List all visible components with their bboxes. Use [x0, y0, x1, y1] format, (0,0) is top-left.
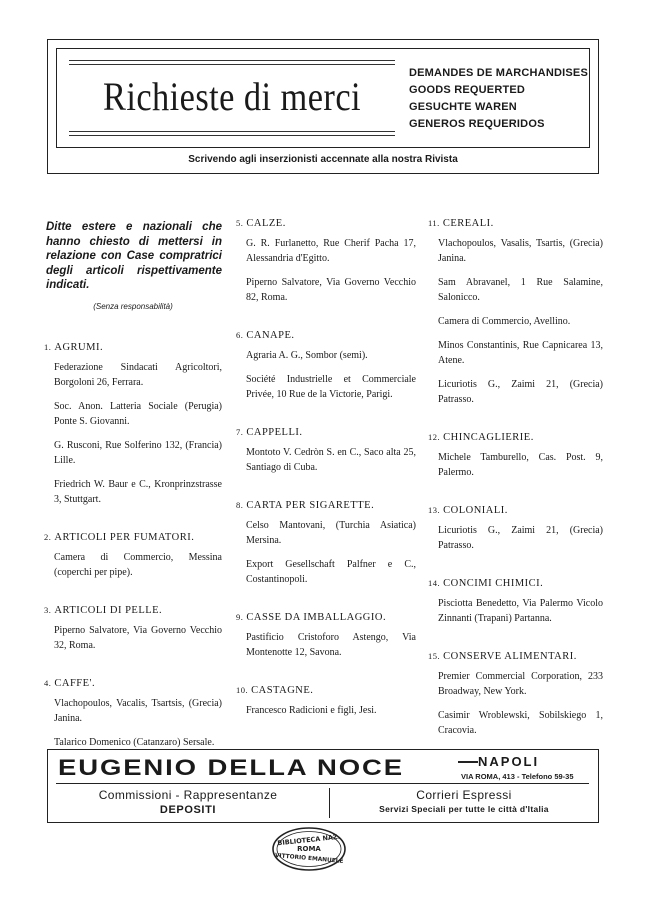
category-heading	[44, 603, 222, 618]
advert-city: NAPOLI	[478, 754, 540, 769]
category-number: 1.	[44, 341, 52, 352]
list-item: Piperno Salvatore, Via Governo Vecchio 82, Roma.	[246, 277, 416, 303]
category-heading	[236, 610, 416, 625]
category-number: 2.	[44, 531, 52, 542]
title-frame	[69, 60, 395, 136]
list-item: Soc. Anon. Latteria Sociale (Perugia) Ponte S. Giovanni.	[54, 400, 222, 427]
category-heading	[428, 430, 603, 445]
list-item: Pisciotta Benedetto, Via Palermo Vicolo Zinnanti (Trapani) Partanna.	[438, 598, 603, 624]
category-number: 5.	[236, 218, 244, 228]
list-item: Montoto V. Cedròn S. en C., Saco alta 25, Santiago di Cuba.	[246, 447, 416, 473]
category-number: 4.	[44, 677, 52, 688]
category-number: 9.	[236, 612, 244, 622]
list-item: Vlachopoulos, Vacalis, Tsartsis, (Grecia) Janina.	[54, 697, 222, 724]
category-name: CANAPE.	[246, 330, 295, 341]
list-item: Talarico Domenico (Catanzaro) Sersale.	[54, 736, 215, 748]
category-heading	[236, 425, 416, 440]
column-3	[428, 216, 603, 738]
category-name: CALZE.	[246, 218, 286, 229]
header-inner-frame	[56, 48, 590, 148]
list-item: Piperno Salvatore, Via Governo Vecchio 32, Roma.	[54, 624, 222, 651]
advert-city-rule	[458, 761, 478, 763]
list-item: Camera di Commercio, Messina (coperchi per pipe).	[54, 551, 222, 578]
header-box	[47, 39, 599, 174]
stamp-line-3: VITTORIO EMANUELE	[274, 853, 344, 865]
category-heading	[44, 676, 222, 691]
category-heading	[428, 216, 603, 231]
advert-services-left: Commissioni - Rappresentanze	[98, 788, 278, 802]
advert-divider	[56, 783, 589, 784]
list-item: Vlachopoulos, Vasalis, Tsartis, (Grecia) Janina.	[438, 238, 603, 264]
library-stamp-icon	[271, 826, 347, 872]
list-item: Agraria A. G., Sombor (semi).	[246, 350, 368, 361]
list-item: Camera di Commercio, Avellino.	[438, 316, 571, 327]
list-item: Celso Mantovani, (Turchia Asiatica) Mersina.	[246, 520, 416, 546]
list-item: Export Gesellschaft Palfner e C., Costantinopoli.	[246, 559, 416, 585]
category-name: CEREALI.	[442, 218, 494, 229]
category-name: AGRUMI.	[54, 341, 104, 353]
category-number: 8.	[236, 500, 244, 510]
category-name: CONSERVE ALIMENTARI.	[443, 651, 577, 662]
category-number: 15.	[428, 651, 441, 661]
list-item: G. Rusconi, Rue Solferino 132, (Francia) Lille.	[54, 439, 222, 466]
advert-depositi: DEPOSITI	[159, 804, 217, 816]
category-name: CHINCAGLIERIE.	[443, 432, 534, 443]
intro-note: (Senza responsabilità)	[93, 301, 173, 311]
list-item: Friedrich W. Baur e C., Kronprinzstrasse 3, Stuttgart.	[54, 478, 222, 505]
category-number: 14.	[428, 578, 441, 588]
advertisement-box	[47, 749, 599, 823]
language-list	[409, 65, 588, 133]
category-heading	[44, 530, 222, 545]
category-number: 13.	[428, 505, 441, 515]
category-name: CASTAGNE.	[251, 685, 314, 696]
advert-services-right: Corrieri Espressi	[416, 788, 512, 802]
category-heading	[236, 498, 416, 513]
category-name: CAPPELLI.	[246, 427, 303, 438]
category-name: CAFFE'.	[54, 677, 96, 689]
stamp-line-1: BIBLIOTECA NAZ.	[277, 832, 341, 848]
list-item: Casimir Wroblewski, Sobilskiego 1, Cracovia.	[438, 710, 603, 736]
category-name: CARTA PER SIGARETTE.	[246, 500, 375, 511]
category-heading	[236, 328, 416, 343]
advert-special-services: Servizi Speciali per tutte le città d'Italia	[379, 804, 549, 814]
library-stamp	[271, 826, 347, 872]
list-item: Premier Commercial Corporation, 233 Broadway, New York.	[438, 671, 603, 697]
list-item: Minos Constantinis, Rue Capnicarea 13, Atene.	[438, 340, 603, 366]
advert-company: EUGENIO DELLA NOCE	[58, 755, 404, 780]
category-heading	[236, 216, 416, 231]
category-heading	[236, 683, 416, 698]
column-2	[236, 216, 416, 718]
language-en: GOODS REQUERTED	[409, 84, 526, 96]
language-fr: DEMANDES DE MARCHANDISES	[409, 67, 588, 79]
advert-address: VIA ROMA, 413 - Telefono 59-35	[461, 772, 574, 781]
category-number: 3.	[44, 604, 52, 615]
category-name: CASSE DA IMBALLAGGIO.	[246, 612, 387, 623]
category-name: ARTICOLI DI PELLE.	[54, 604, 163, 616]
stamp-line-2: ROMA	[297, 845, 321, 853]
advert-vertical-divider	[329, 788, 330, 818]
list-item: Michele Tamburello, Cas. Post. 9, Palermo.	[438, 452, 603, 478]
intro-text: Ditte estere e nazionali che hanno chiesto di mettersi in relazione con Case compratrici degli articoli rispettivamente indicati.	[46, 221, 222, 291]
list-item: Licuriotis G., Zaimi 21, (Grecia) Patrasso.	[438, 525, 603, 551]
list-item: Federazione Sindacati Agricoltori, Borgoloni 26, Ferrara.	[54, 361, 222, 388]
category-name: COLONIALI.	[443, 505, 508, 516]
category-number: 11.	[428, 218, 440, 228]
list-item: Francesco Radicioni e figli, Jesi.	[246, 705, 377, 716]
list-item: Société Industrielle et Commerciale Privée, 10 Rue de la Victorie, Parigi.	[246, 374, 416, 400]
category-heading	[44, 340, 222, 355]
list-item: Pastificio Cristoforo Astengo, Via Montenotte 12, Savona.	[246, 632, 416, 658]
column-1	[44, 216, 222, 750]
header-subtitle: Scrivendo agli inserzionisti accennate alla nostra Rivista	[188, 154, 458, 165]
language-es: GENEROS REQUERIDOS	[409, 118, 545, 130]
category-name: ARTICOLI PER FUMATORI.	[54, 531, 195, 543]
category-number: 6.	[236, 330, 244, 340]
language-de: GESUCHTE WAREN	[409, 101, 517, 113]
category-heading	[428, 503, 603, 518]
category-number: 7.	[236, 427, 244, 437]
category-heading	[428, 576, 603, 591]
category-heading	[428, 649, 603, 664]
page-title: Richieste di merci	[102, 74, 361, 119]
category-number: 10.	[236, 685, 249, 695]
list-item: G. R. Furlanetto, Rue Cherif Pacha 17, Alessandria d'Egitto.	[246, 238, 416, 264]
list-item: Sam Abravanel, 1 Rue Salamine, Salonicco.	[438, 277, 603, 303]
category-name: CONCIMI CHIMICI.	[443, 578, 544, 589]
category-number: 12.	[428, 432, 441, 442]
list-item: Licuriotis G., Zaimi 21, (Grecia) Patrasso.	[438, 379, 603, 405]
